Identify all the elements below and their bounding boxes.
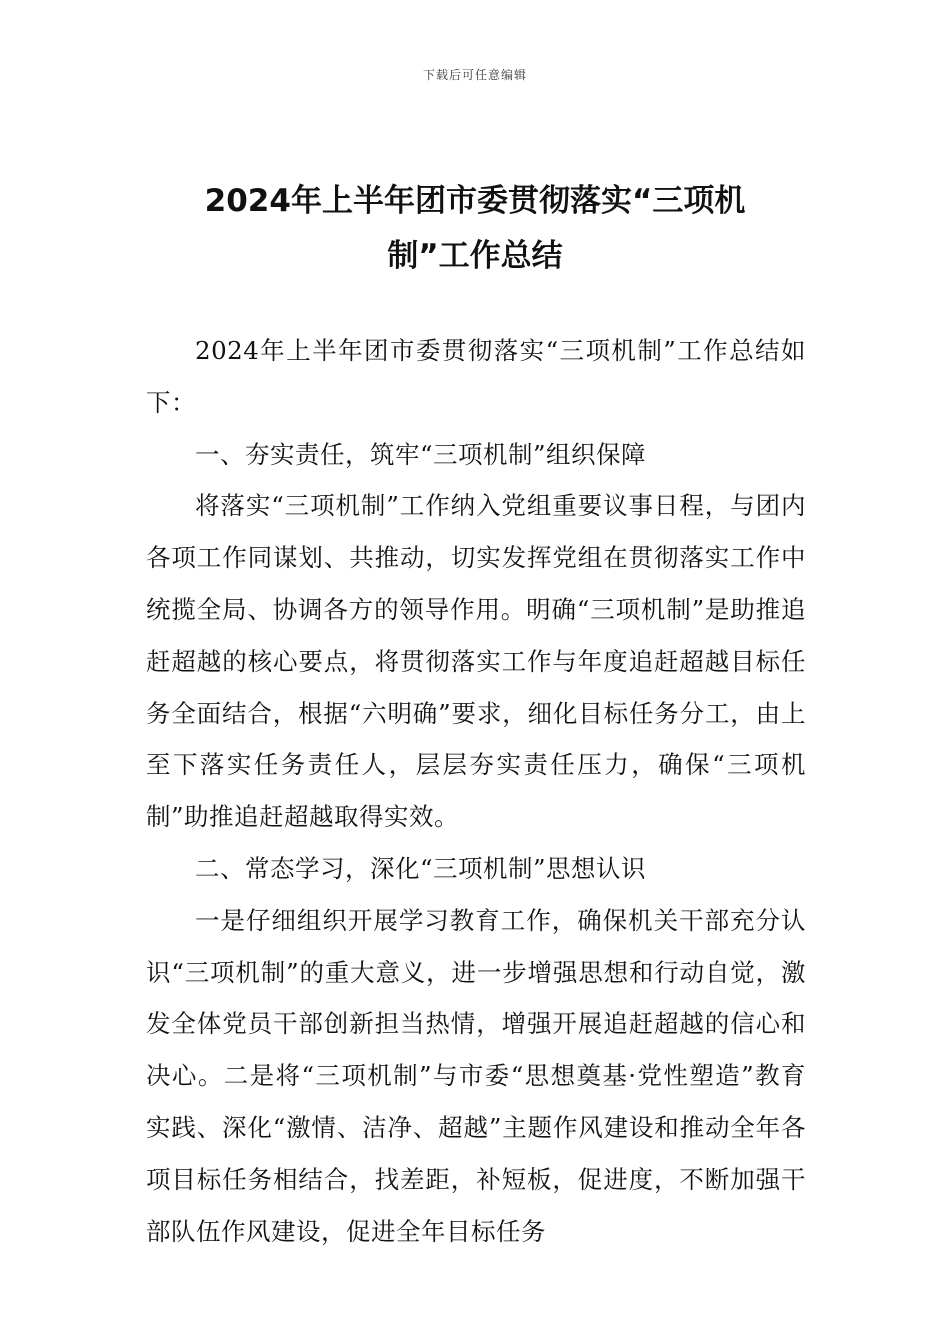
section-heading-2: 二、常态学习，深化“三项机制”思想认识: [195, 853, 647, 883]
title-line-2: 制”工作总结: [387, 238, 563, 274]
document-title: [150, 174, 800, 284]
header-note: 下载后可任意编辑: [422, 68, 527, 82]
title-line-1: 2024年上半年团市委贯彻落实“三项机: [204, 183, 746, 219]
intro-paragraph: 2024年上半年团市委贯彻落实“三项机制”工作总结如下：: [146, 336, 806, 417]
section-heading-1: 一、夯实责任，筑牢“三项机制”组织保障: [195, 439, 647, 469]
document-body: [146, 325, 806, 1257]
body-paragraph-1: 将落实“三项机制”工作纳入党组重要议事日程，与团内各项工作同谋划、共推动，切实发挥党组在贯彻落实工作中统揽全局、协调各方的领导作用。明确“三项机制”是助推追赶超越的核心要点，将贯彻落实工作与年度追赶超越目标任务全面结合，根据“六明确”要求，细化目标任务分工，由上至下落实任务责任人，层层夯实责任压力，确保“三项机制”助推追赶超越取得实效。: [146, 491, 806, 832]
body-paragraph-2: 一是仔细组织开展学习教育工作，确保机关干部充分认识“三项机制”的重大意义，进一步增强思想和行动自觉，激发全体党员干部创新担当热情，增强开展追赶超越的信心和决心。二是将“三项机制”与市委“思想奠基·党性塑造”教育实践、深化“激情、洁净、超越”主题作风建设和推动全年各项目标任务相结合，找差距，补短板，促进度，不断加强干部队伍作风建设，促进全年目标任务: [146, 905, 806, 1246]
